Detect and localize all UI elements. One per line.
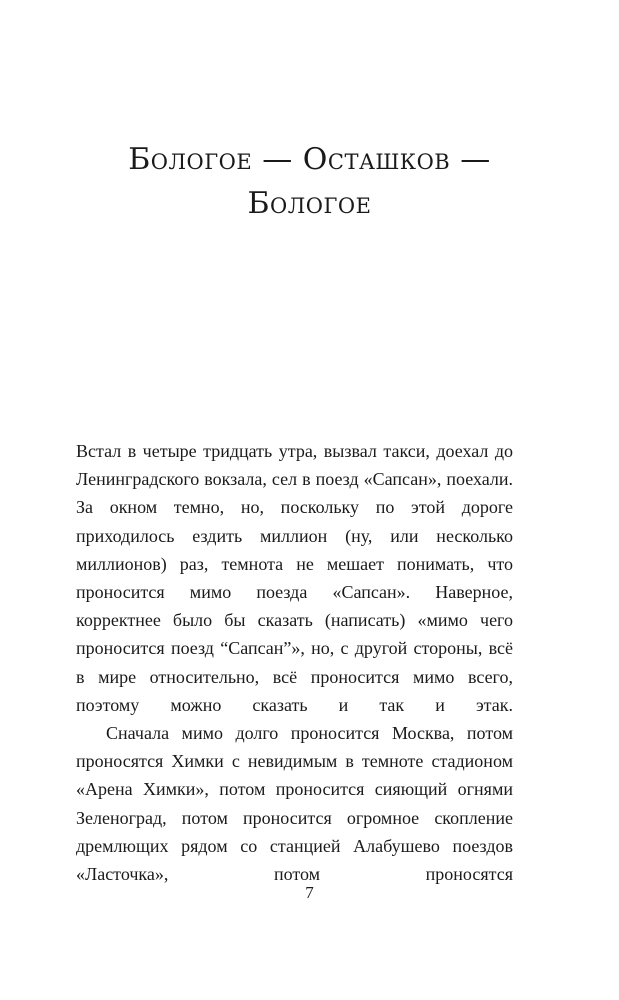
page-number: 7: [305, 883, 314, 902]
chapter-body: [76, 437, 513, 888]
chapter-title: [0, 138, 619, 226]
chapter-title-line-1: Бологое — Осташков —: [128, 142, 491, 177]
paragraph-1: Встал в четыре тридцать утра, вызвал такси, доехал до Ленинградского вокзала, сел в поезд «Сапсан», поехали. За окном темно, но, поскольку по этой дороге приходилось ездить миллион (ну, или несколько миллионов) раз, темнота не мешает понимать, что проносится мимо поезда «Сапсан». Наверное, корректнее было бы сказать (написать) «мимо чего проносится поезд “Сапсан”», но, с другой стороны, всё в мире относительно, всё проносится мимо всего, поэтому можно сказать и так и этак.: [76, 441, 513, 715]
paragraph-2: Сначала мимо долго проносится Москва, потом проносятся Химки с невидимым в темноте стадионом «Арена Химки», потом проносится сияющий огнями Зеленоград, потом проносится огромное скопление дремлющих рядом со станцией Алабушево поездов «Ласточка», потом проносятся: [76, 723, 513, 885]
chapter-title-line-2: Бологое: [247, 186, 372, 221]
